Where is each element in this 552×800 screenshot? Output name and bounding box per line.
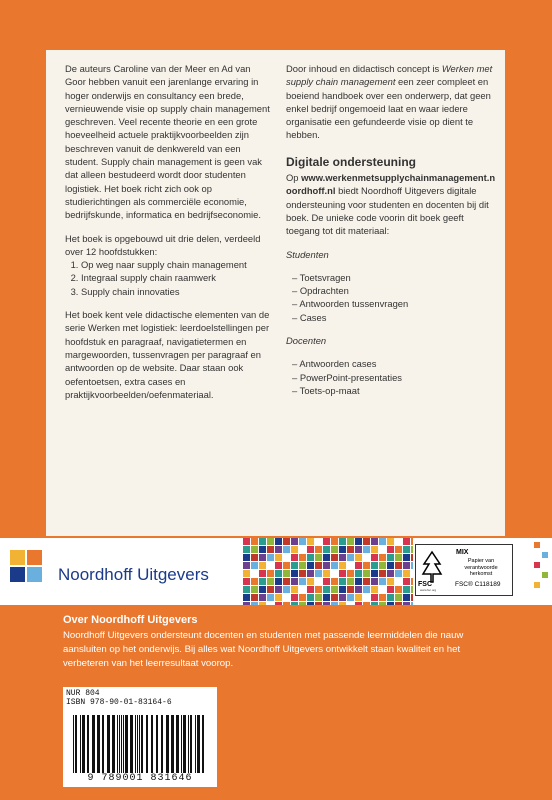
mosaic-tile xyxy=(355,578,362,585)
mosaic-tile xyxy=(371,562,378,569)
mosaic-tile xyxy=(411,562,413,569)
mosaic-tile xyxy=(403,594,410,601)
mosaic-tile xyxy=(259,578,266,585)
right-column xyxy=(286,62,496,407)
mosaic-tile xyxy=(395,538,402,545)
mosaic-tile xyxy=(251,562,258,569)
mosaic-tile xyxy=(267,554,274,561)
fsc-paper: Papier van verantwoorde herkomst xyxy=(464,558,498,577)
mosaic-tile xyxy=(323,546,330,553)
mosaic-tile xyxy=(299,570,306,577)
mosaic-tile xyxy=(243,538,250,545)
mosaic-tile xyxy=(291,562,298,569)
mosaic-tile xyxy=(251,578,258,585)
barcode-bar xyxy=(107,715,110,773)
mosaic-tile xyxy=(371,538,378,545)
mosaic-tile xyxy=(339,546,346,553)
barcode-bar xyxy=(117,715,118,773)
mosaic-tile xyxy=(243,586,250,593)
mosaic-tile xyxy=(251,602,258,605)
mosaic-tile xyxy=(395,578,402,585)
digital-post: biedt Noordhoff Uitgevers digitale ondersteuning voor studenten en docenten bij dit boek. De unieke code voorin dit boek geeft toegang tot dit materiaal: xyxy=(286,185,489,237)
book-title: Werken met supply chain management xyxy=(286,63,493,88)
color-mosaic xyxy=(243,538,413,605)
mosaic-tile xyxy=(363,554,370,561)
mosaic-tile xyxy=(275,602,282,605)
barcode-bar xyxy=(92,715,95,773)
mosaic-tile xyxy=(291,554,298,561)
mosaic-tile xyxy=(331,554,338,561)
teachers-list xyxy=(286,357,496,397)
mosaic-tile xyxy=(259,546,266,553)
students-label: Studenten xyxy=(286,248,329,260)
student-item: – Opdrachten xyxy=(292,284,496,297)
mosaic-tile xyxy=(371,602,378,605)
barcode-bar xyxy=(161,715,163,773)
barcode-bar xyxy=(202,715,204,773)
mosaic-tile xyxy=(371,554,378,561)
barcode-bar xyxy=(121,715,122,773)
mosaic-tile xyxy=(355,562,362,569)
structure-intro: Het boek is opgebouwd uit drie delen, verdeeld over 12 hoofdstukken: xyxy=(65,232,261,257)
mosaic-tile xyxy=(307,578,314,585)
isbn-code: ISBN 978-90-01-83164-6 xyxy=(66,698,172,707)
mosaic-tile xyxy=(331,570,338,577)
mosaic-tile xyxy=(339,538,346,545)
barcode-bar xyxy=(176,715,179,773)
mosaic-tile xyxy=(387,554,394,561)
digital-heading: Digitale ondersteuning xyxy=(286,154,417,169)
mosaic-tile xyxy=(307,538,314,545)
mosaic-tile xyxy=(347,538,354,545)
barcode-bar xyxy=(82,715,85,773)
mosaic-tile xyxy=(307,546,314,553)
mosaic-tile xyxy=(283,578,290,585)
mosaic-tile xyxy=(283,570,290,577)
mosaic-tile xyxy=(291,570,298,577)
mosaic-tile xyxy=(347,578,354,585)
mosaic-tile xyxy=(259,554,266,561)
mosaic-tile xyxy=(387,570,394,577)
mosaic-tile xyxy=(275,570,282,577)
mosaic-tile xyxy=(395,602,402,605)
parts-list xyxy=(65,258,270,298)
barcode-bar xyxy=(190,715,192,773)
mosaic-tile xyxy=(371,586,378,593)
barcode-bar xyxy=(141,715,143,773)
mosaic-tile xyxy=(363,538,370,545)
mosaic-tile xyxy=(387,578,394,585)
mosaic-tile xyxy=(315,554,322,561)
fsc-logo-text: FSC xyxy=(418,581,432,588)
barcode-bar xyxy=(87,715,89,773)
mosaic-tile xyxy=(363,562,370,569)
mosaic-tile xyxy=(315,602,322,605)
mosaic-tile xyxy=(291,602,298,605)
mosaic-tile xyxy=(275,594,282,601)
mosaic-tile xyxy=(291,538,298,545)
barcode-bar xyxy=(102,715,104,773)
noordhoff-logo-icon xyxy=(8,548,44,584)
barcode-bar xyxy=(156,715,158,773)
mosaic-tile xyxy=(403,570,410,577)
mosaic-tile xyxy=(387,562,394,569)
mosaic-tile xyxy=(267,538,274,545)
mosaic-tile xyxy=(251,570,258,577)
mosaic-tile xyxy=(331,586,338,593)
teachers-label: Docenten xyxy=(286,335,327,347)
mosaic-tile xyxy=(315,562,322,569)
mosaic-tile xyxy=(355,554,362,561)
barcode-number: 9 789001 831646 xyxy=(87,773,193,784)
mosaic-tile xyxy=(355,546,362,553)
mosaic-tile xyxy=(411,602,413,605)
mosaic-tile xyxy=(315,546,322,553)
mosaic-tile xyxy=(403,554,410,561)
mosaic-tile xyxy=(243,570,250,577)
mosaic-tile xyxy=(283,594,290,601)
mosaic-tile xyxy=(347,594,354,601)
mosaic-tile xyxy=(395,562,402,569)
mosaic-tile xyxy=(267,594,274,601)
student-item: – Toetsvragen xyxy=(292,271,496,284)
mosaic-tile xyxy=(267,578,274,585)
mosaic-tile xyxy=(331,594,338,601)
mosaic-tile xyxy=(251,594,258,601)
barcode-bar xyxy=(137,715,138,773)
mosaic-tile xyxy=(323,586,330,593)
didactic-paragraph: Het boek kent vele didactische elementen van de serie Werken met logistiek: leerdoelstellingen per hoofdstuk en paragraaf, navigatietermen en margewoorden, tussenvragen per paragraaf en antwoorden op de website. Daar staan ook oefentoetsen, extra cases en praktijkvoorbeelden/oefenmateriaal. xyxy=(65,309,270,400)
mosaic-tile xyxy=(379,586,386,593)
mosaic-tile xyxy=(331,578,338,585)
mosaic-tile xyxy=(299,554,306,561)
decorative-squares xyxy=(530,538,552,605)
mosaic-tile xyxy=(403,602,410,605)
mosaic-tile xyxy=(339,594,346,601)
mosaic-tile xyxy=(371,546,378,553)
mosaic-tile xyxy=(347,586,354,593)
concept-text: Door inhoud en didactisch concept is xyxy=(286,63,442,74)
mosaic-tile xyxy=(259,562,266,569)
mosaic-tile xyxy=(307,602,314,605)
mosaic-tile xyxy=(299,602,306,605)
barcode-block xyxy=(63,687,217,787)
about-section xyxy=(63,613,493,671)
barcode-bar xyxy=(135,715,136,773)
mosaic-tile xyxy=(259,602,266,605)
mosaic-tile xyxy=(275,562,282,569)
mosaic-tile xyxy=(403,562,410,569)
mosaic-tile xyxy=(307,586,314,593)
mosaic-tile xyxy=(323,602,330,605)
mosaic-tile xyxy=(323,538,330,545)
students-list xyxy=(286,271,496,324)
fsc-website: www.fsc.org xyxy=(420,588,437,592)
mosaic-tile xyxy=(387,602,394,605)
publisher-band xyxy=(0,538,552,605)
mosaic-tile xyxy=(355,538,362,545)
mosaic-tile xyxy=(251,546,258,553)
barcode-icon xyxy=(71,715,211,773)
mosaic-tile xyxy=(315,586,322,593)
mosaic-tile xyxy=(243,562,250,569)
fsc-mix: MIX xyxy=(456,549,469,556)
mosaic-tile xyxy=(259,538,266,545)
nur-code: NUR 804 xyxy=(66,689,100,698)
mosaic-tile xyxy=(315,594,322,601)
mosaic-tile xyxy=(355,594,362,601)
mosaic-tile xyxy=(307,594,314,601)
mosaic-tile xyxy=(347,602,354,605)
mosaic-tile xyxy=(267,570,274,577)
text-panel xyxy=(46,50,505,536)
mosaic-tile xyxy=(243,594,250,601)
mosaic-tile xyxy=(355,570,362,577)
mosaic-tile xyxy=(275,578,282,585)
mosaic-tile xyxy=(275,538,282,545)
mosaic-tile xyxy=(347,554,354,561)
mosaic-tile xyxy=(347,546,354,553)
mosaic-tile xyxy=(347,562,354,569)
mosaic-tile xyxy=(299,594,306,601)
mosaic-tile xyxy=(307,570,314,577)
mosaic-tile xyxy=(323,562,330,569)
mosaic-tile xyxy=(323,554,330,561)
mosaic-tile xyxy=(315,538,322,545)
barcode-bar xyxy=(146,715,148,773)
mosaic-tile xyxy=(291,546,298,553)
mosaic-tile xyxy=(283,602,290,605)
mosaic-tile xyxy=(299,546,306,553)
barcode-bar xyxy=(183,715,186,773)
mosaic-tile xyxy=(403,586,410,593)
barcode-bar xyxy=(195,715,196,773)
mosaic-tile xyxy=(395,554,402,561)
mosaic-tile xyxy=(283,586,290,593)
part-item: 2. Integraal supply chain raamwerk xyxy=(81,271,270,284)
barcode-bar xyxy=(171,715,174,773)
mosaic-tile xyxy=(331,538,338,545)
mosaic-tile xyxy=(363,546,370,553)
mosaic-tile xyxy=(323,594,330,601)
barcode-bar xyxy=(125,715,128,773)
mosaic-tile xyxy=(243,546,250,553)
mosaic-tile xyxy=(411,594,413,601)
mosaic-tile xyxy=(379,594,386,601)
mosaic-tile xyxy=(339,602,346,605)
mosaic-tile xyxy=(371,594,378,601)
mosaic-tile xyxy=(411,554,413,561)
mosaic-tile xyxy=(379,538,386,545)
concept-paragraph xyxy=(286,62,496,142)
mosaic-tile xyxy=(251,538,258,545)
mosaic-tile xyxy=(259,594,266,601)
barcode-bar xyxy=(130,715,133,773)
mosaic-tile xyxy=(267,546,274,553)
part-item: 3. Supply chain innovaties xyxy=(81,285,270,298)
mosaic-tile xyxy=(379,602,386,605)
barcode-bar xyxy=(97,715,100,773)
website-url: www.werkenmetsupplychainmanagement.noordhoff.nl xyxy=(286,172,496,197)
brand-name: Noordhoff Uitgevers xyxy=(58,565,209,584)
mosaic-tile xyxy=(395,586,402,593)
mosaic-tile xyxy=(299,578,306,585)
digital-pre: Op xyxy=(286,172,302,184)
mosaic-tile xyxy=(323,570,330,577)
barcode-bar xyxy=(119,715,120,773)
barcode-bar xyxy=(75,715,77,773)
fsc-code: FSC® C118189 xyxy=(455,581,501,588)
mosaic-tile xyxy=(411,578,413,585)
mosaic-tile xyxy=(363,578,370,585)
mosaic-tile xyxy=(371,570,378,577)
barcode-bar xyxy=(181,715,182,773)
mosaic-tile xyxy=(387,586,394,593)
mosaic-tile xyxy=(379,570,386,577)
barcode-bar xyxy=(80,715,81,773)
mosaic-tile xyxy=(331,562,338,569)
mosaic-tile xyxy=(379,554,386,561)
about-heading: Over Noordhoff Uitgevers xyxy=(63,614,198,626)
mosaic-tile xyxy=(243,602,250,605)
mosaic-tile xyxy=(331,602,338,605)
mosaic-tile xyxy=(275,586,282,593)
barcode-bar xyxy=(197,715,200,773)
mosaic-tile xyxy=(259,586,266,593)
teacher-item: – Antwoorden cases xyxy=(292,357,496,370)
mosaic-tile xyxy=(267,586,274,593)
mosaic-tile xyxy=(307,562,314,569)
mosaic-tile xyxy=(267,602,274,605)
mosaic-tile xyxy=(411,546,413,553)
mosaic-tile xyxy=(411,570,413,577)
part-item: 1. Op weg naar supply chain management xyxy=(81,258,270,271)
digital-paragraph xyxy=(286,171,496,237)
mosaic-tile xyxy=(363,586,370,593)
teacher-item: – Toets-op-maat xyxy=(292,384,496,397)
mosaic-tile xyxy=(275,554,282,561)
left-column xyxy=(65,62,270,411)
mosaic-tile xyxy=(379,546,386,553)
mosaic-tile xyxy=(387,546,394,553)
mosaic-tile xyxy=(243,554,250,561)
mosaic-tile xyxy=(315,578,322,585)
mosaic-tile xyxy=(299,562,306,569)
mosaic-tile xyxy=(259,570,266,577)
mosaic-tile xyxy=(251,586,258,593)
mosaic-tile xyxy=(283,562,290,569)
mosaic-tile xyxy=(363,602,370,605)
mosaic-tile xyxy=(363,570,370,577)
mosaic-tile xyxy=(299,538,306,545)
teacher-item: – PowerPoint-presentaties xyxy=(292,371,496,384)
mosaic-tile xyxy=(387,538,394,545)
mosaic-tile xyxy=(403,578,410,585)
mosaic-tile xyxy=(355,602,362,605)
barcode-bar xyxy=(166,715,169,773)
mosaic-tile xyxy=(411,538,413,545)
intro-paragraph: De auteurs Caroline van der Meer en Ad van Goor hebben vanuit een jarenlange ervaring in hoger onderwijs en consultancy een brede, vernieuwende visie op supply chain management geschreven. Veel recente theorie en een grote hoeveelheid actuele praktijkvoorbeelden zijn beschreven vanuit de denkwereld van een student. Supply chain management is geen vak dat alleen bestudeerd wordt door studenten logistiek. Het boek richt zich ook op studierichtingen als commerciële economie, bedrijfskunde, informatica en bedrijfseconomie. xyxy=(65,63,270,221)
mosaic-tile xyxy=(403,538,410,545)
mosaic-tile xyxy=(355,586,362,593)
barcode-bar xyxy=(151,715,153,773)
mosaic-tile xyxy=(339,570,346,577)
barcode-bar xyxy=(139,715,140,773)
barcode-bar xyxy=(188,715,189,773)
mosaic-tile xyxy=(251,554,258,561)
mosaic-tile xyxy=(347,570,354,577)
mosaic-tile xyxy=(403,546,410,553)
mosaic-tile xyxy=(411,586,413,593)
mosaic-tile xyxy=(387,594,394,601)
mosaic-tile xyxy=(315,570,322,577)
mosaic-tile xyxy=(395,546,402,553)
mosaic-tile xyxy=(283,554,290,561)
mosaic-tile xyxy=(395,594,402,601)
mosaic-tile xyxy=(379,578,386,585)
mosaic-tile xyxy=(395,570,402,577)
about-text: Noordhoff Uitgevers ondersteunt docenten en studenten met passende leermiddelen die nauw aansluiten op het onderwijs. Bij alles wat Noordhoff Uitgevers ontwikkelt staan kwaliteit en het verbeteren van het leerresultaat voorop. xyxy=(63,630,464,669)
mosaic-tile xyxy=(339,578,346,585)
student-item: – Cases xyxy=(292,311,496,324)
mosaic-tile xyxy=(283,538,290,545)
mosaic-tile xyxy=(291,586,298,593)
mosaic-tile xyxy=(291,594,298,601)
mosaic-tile xyxy=(363,594,370,601)
mosaic-tile xyxy=(283,546,290,553)
mosaic-tile xyxy=(371,578,378,585)
mosaic-tile xyxy=(323,578,330,585)
mosaic-tile xyxy=(275,546,282,553)
mosaic-tile xyxy=(307,554,314,561)
barcode-bar xyxy=(123,715,124,773)
mosaic-tile xyxy=(299,586,306,593)
mosaic-tile xyxy=(291,578,298,585)
student-item: – Antwoorden tussenvragen xyxy=(292,297,496,310)
mosaic-tile xyxy=(267,562,274,569)
mosaic-tile xyxy=(339,554,346,561)
concept-text-end: een zeer compleet en boeiend handboek over een onderwerp, dat geen enkel bedrijf ongemoeid laat en waar iedere organisatie een gefundeerde visie op dient te hebben. xyxy=(286,76,491,141)
mosaic-tile xyxy=(331,546,338,553)
mosaic-tile xyxy=(243,578,250,585)
barcode-bar xyxy=(73,715,74,773)
mosaic-tile xyxy=(339,562,346,569)
mosaic-tile xyxy=(379,562,386,569)
fsc-label xyxy=(415,544,513,596)
barcode-bar xyxy=(112,715,115,773)
mosaic-tile xyxy=(339,586,346,593)
